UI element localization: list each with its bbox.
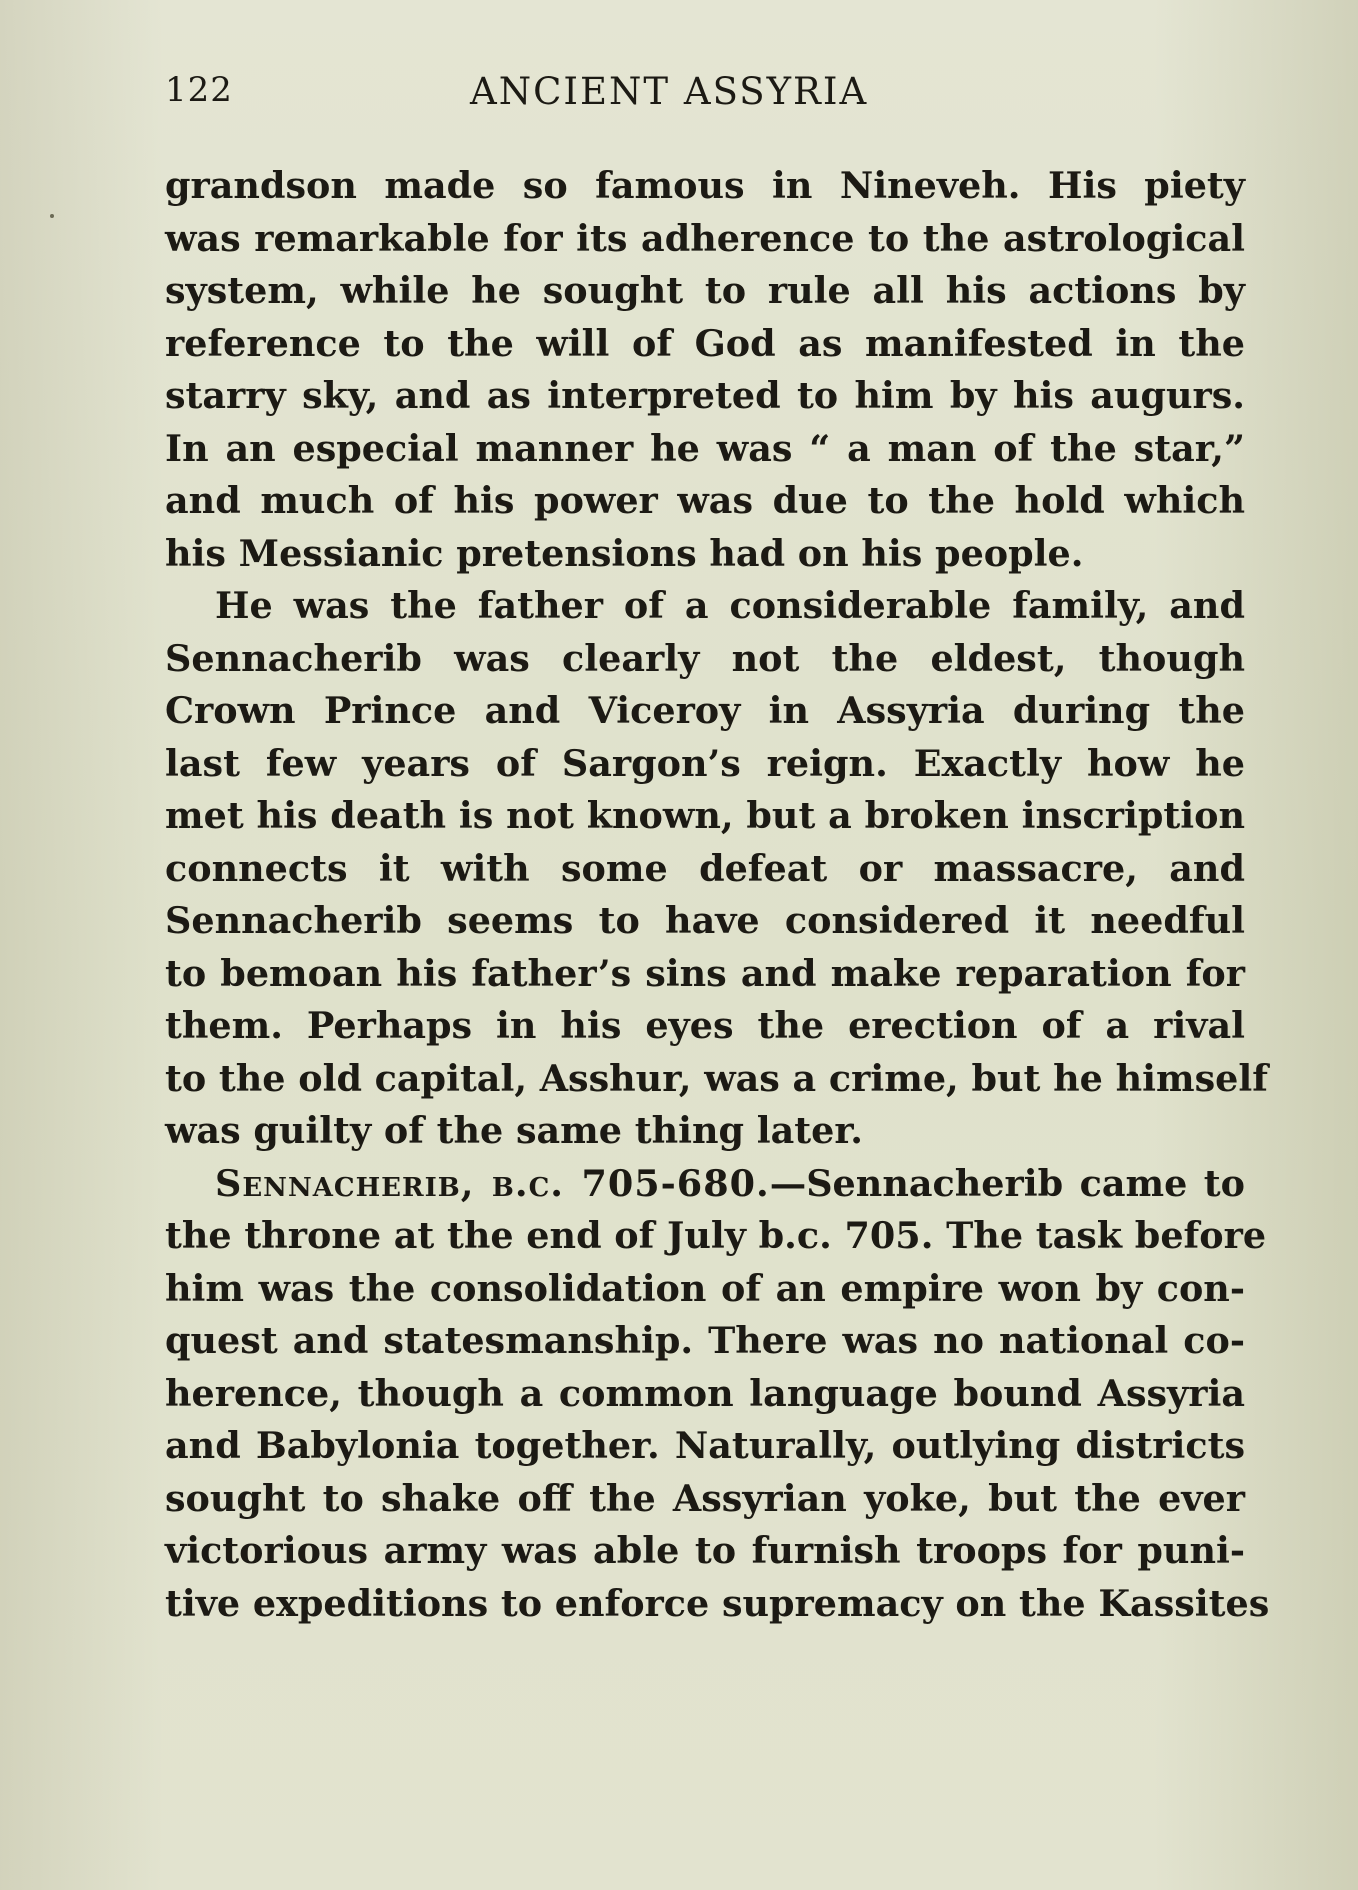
text-line: starry sky, and as interpreted to him by his augurs.	[165, 374, 1245, 417]
section-heading: Sennacherib, b.c. 705-680.	[215, 1161, 770, 1205]
text-line: Sennacherib seems to have considered it needful	[165, 899, 1245, 942]
text-line: system, while he sought to rule all his actions by	[165, 269, 1245, 312]
paragraph-1	[165, 160, 1245, 580]
text-line: and much of his power was due to the hold which	[165, 479, 1245, 522]
page-number: 122	[165, 70, 233, 110]
text-line: herence, though a common language bound Assyria	[165, 1371, 1245, 1415]
text-line: met his death is not known, but a broken inscription	[165, 794, 1245, 837]
text-line: tive expeditions to enforce supremacy on the Kassites	[165, 1581, 1270, 1625]
page-header	[165, 70, 1245, 130]
text-line: grandson made so famous in Nineveh. His piety	[165, 164, 1245, 207]
text-line: reference to the will of God as manifested in the	[165, 321, 1245, 365]
text-line: last few years of Sargon’s reign. Exactly how he	[165, 741, 1245, 785]
text-line: the throne at the end of July b.c. 705. The task before	[165, 1214, 1267, 1257]
text-line: In an especial manner he was “ a man of the star,”	[165, 426, 1245, 470]
body-text	[165, 160, 1270, 1630]
text-line: was remarkable for its adherence to the astrological	[165, 216, 1245, 260]
text-line: to the old capital, Asshur, was a crime, but he himself	[165, 1056, 1268, 1100]
text-line: sought to shake off the Assyrian yoke, but the ever	[165, 1476, 1245, 1520]
text-line: He was the father of a considerable family, and	[215, 584, 1245, 627]
text-line	[165, 1158, 1245, 1211]
text-line: quest and statesmanship. There was no national co-	[165, 1319, 1245, 1362]
text-line: them. Perhaps in his eyes the erection of a rival	[165, 1004, 1245, 1047]
text-line: Crown Prince and Viceroy in Assyria during the	[165, 689, 1245, 732]
running-title: ANCIENT ASSYRIA	[470, 70, 869, 113]
stray-ink-mark	[50, 214, 54, 218]
text-line: was guilty of the same thing later.	[165, 1109, 863, 1152]
paragraph-2	[165, 580, 1268, 1158]
text-line: victorious army was able to furnish troops for puni-	[165, 1529, 1245, 1572]
text-line: his Messianic pretensions had on his people.	[165, 531, 1084, 575]
paragraph-3	[165, 1158, 1270, 1631]
text-line: Sennacherib was clearly not the eldest, though	[165, 636, 1245, 680]
text-line-rest: —Sennacherib came to	[769, 1161, 1245, 1205]
text-line: to bemoan his father’s sins and make reparation for	[165, 951, 1245, 995]
text-line: and Babylonia together. Naturally, outlying districts	[165, 1424, 1245, 1467]
text-line: connects it with some defeat or massacre, and	[165, 846, 1245, 890]
text-line: him was the consolidation of an empire won by con-	[165, 1266, 1245, 1310]
